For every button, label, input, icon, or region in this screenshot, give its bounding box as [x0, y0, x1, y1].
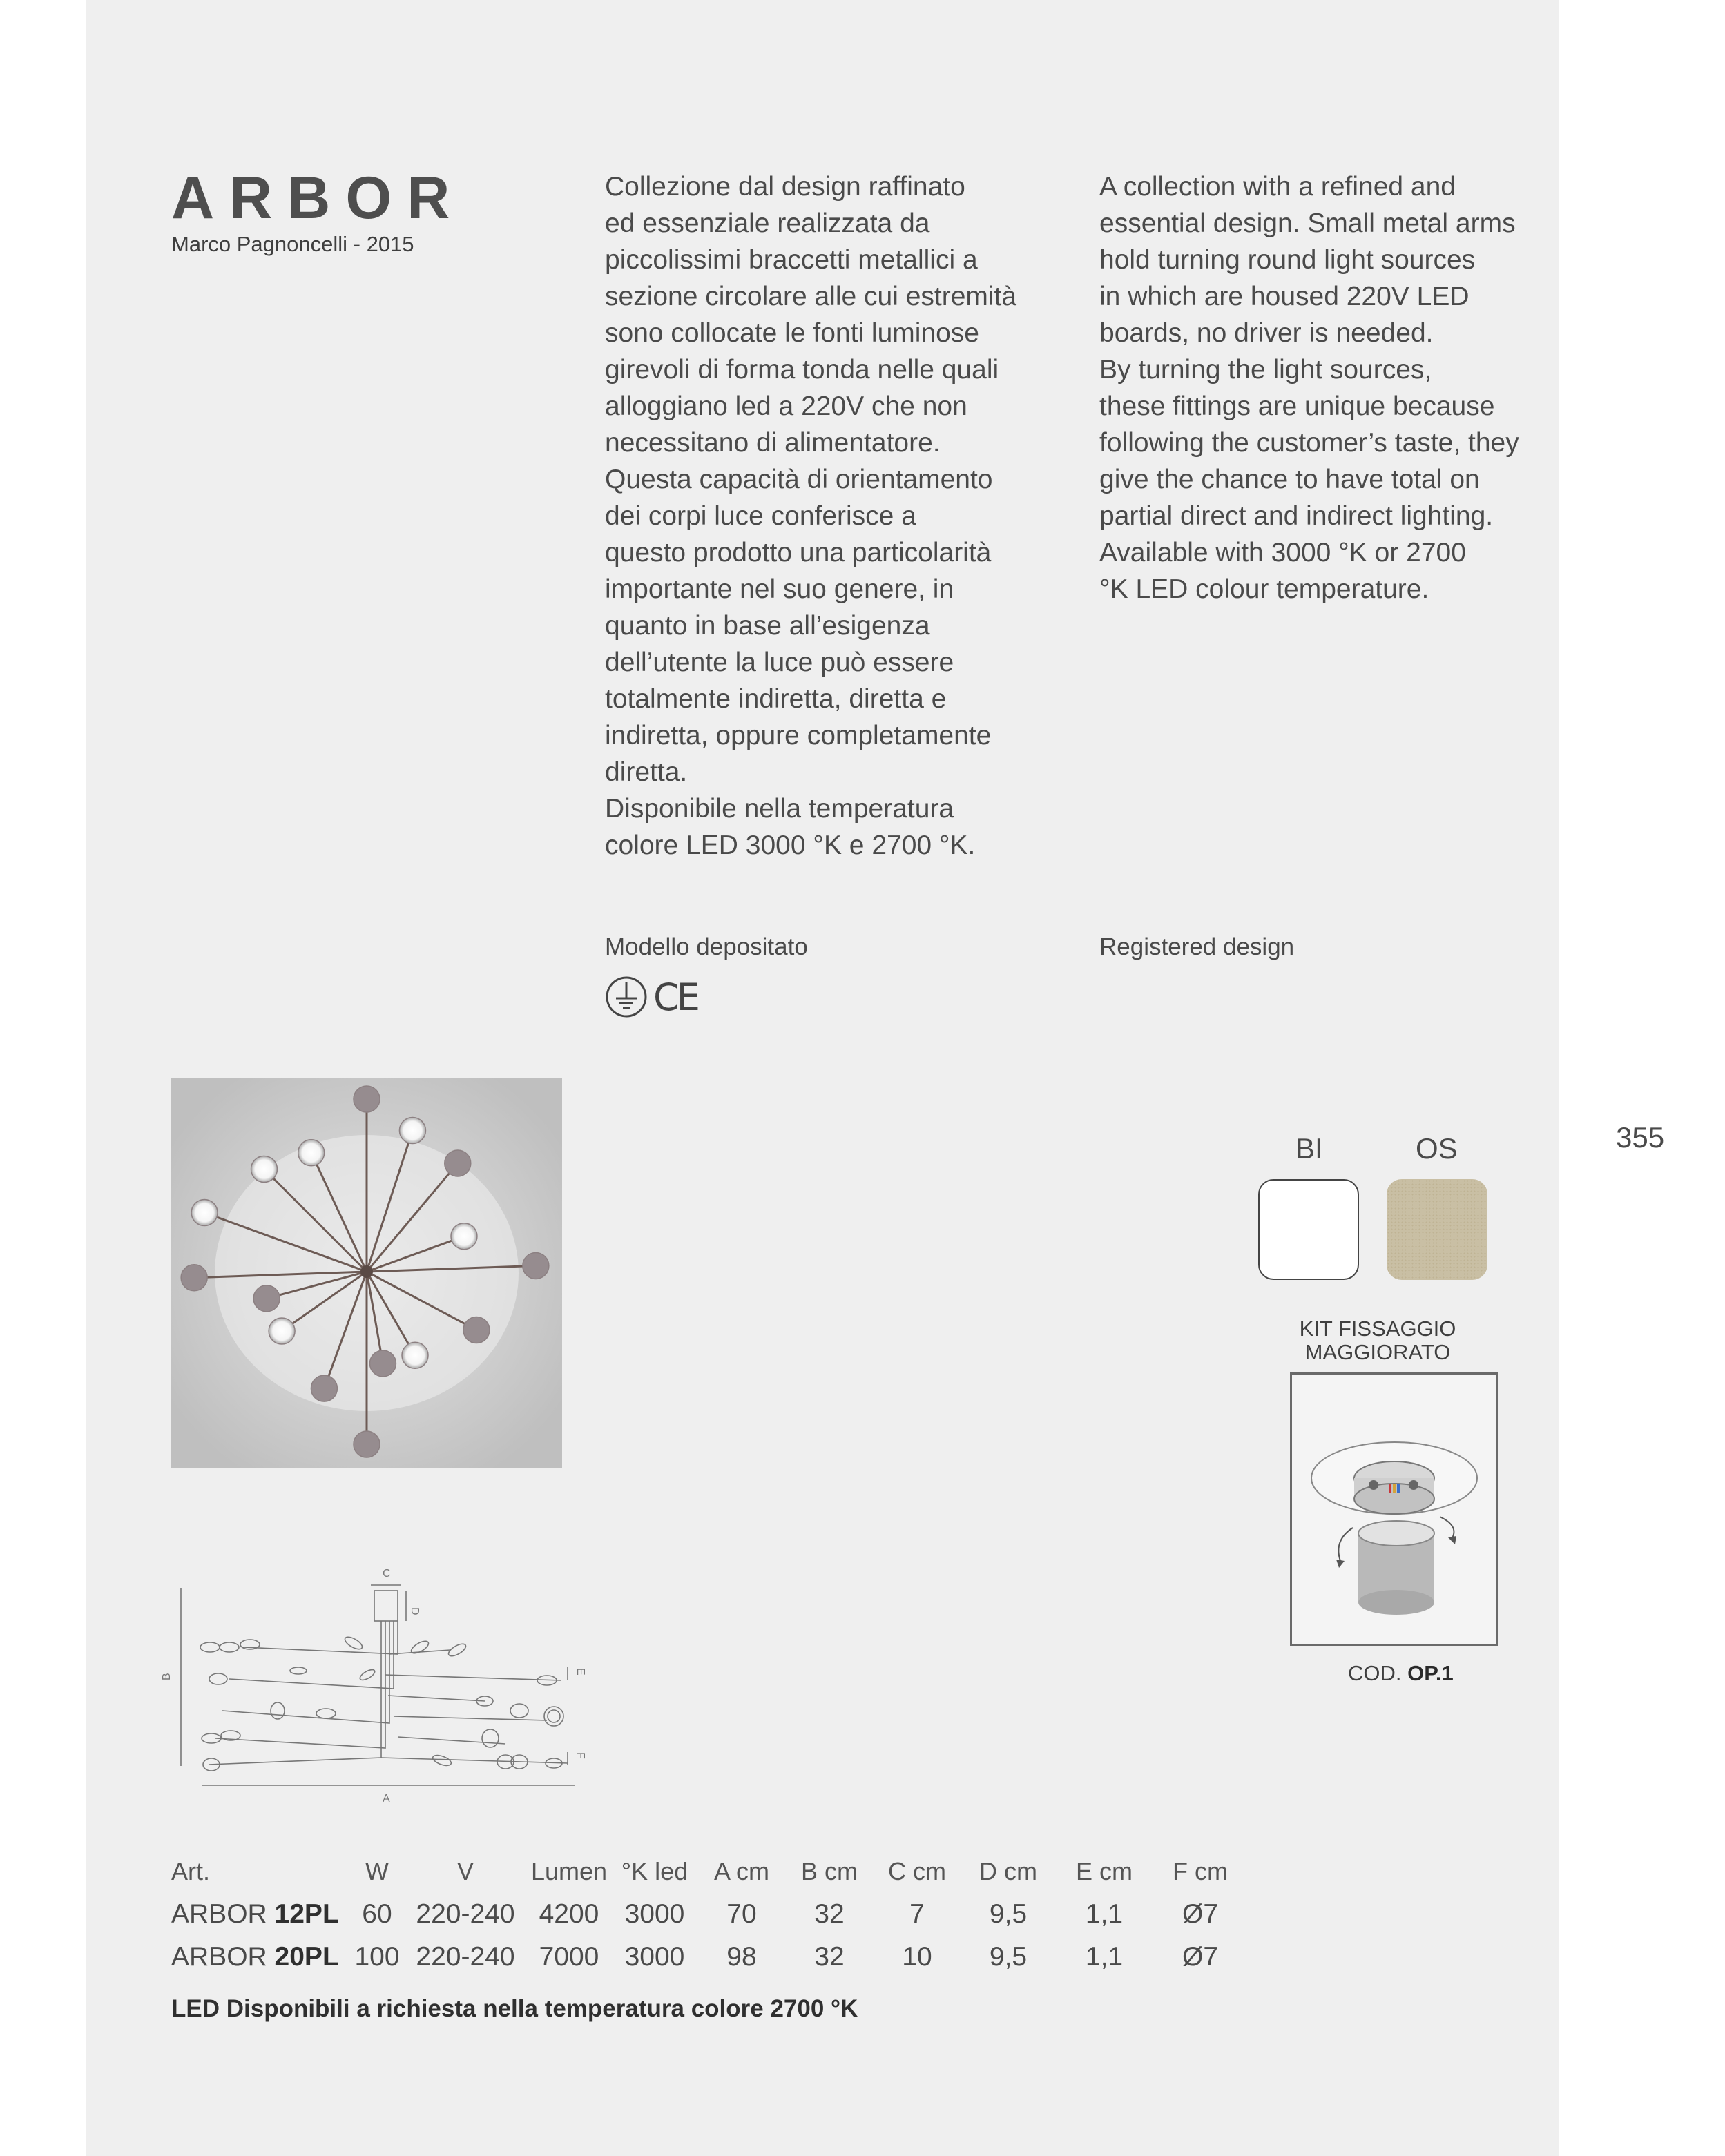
registered-design-label-it: Modello depositato	[605, 933, 808, 960]
lamp-head	[191, 1199, 218, 1225]
cell-art	[171, 1936, 349, 1979]
description-line: ed essenziale realizzata da	[605, 208, 930, 238]
description-line: girevoli di forma tonda nelle quali	[605, 355, 999, 385]
col-header-w: W	[365, 1857, 389, 1885]
kit-code	[1348, 1661, 1454, 1686]
lamp-head	[354, 1431, 380, 1457]
description-line: alloggiano led a 220V che non	[605, 391, 967, 421]
col-header-art: Art.	[171, 1857, 211, 1885]
kit-code-prefix: COD.	[1348, 1661, 1402, 1685]
col-header-b: B cm	[800, 1857, 858, 1885]
col-header-a: A cm	[713, 1857, 769, 1885]
finish-label-os: OS	[1416, 1132, 1458, 1165]
mounting-kit-illustration	[1292, 1375, 1496, 1644]
description-line: Questa capacità di orientamento	[605, 465, 993, 494]
art-prefix: ARBOR	[171, 1942, 267, 1972]
art-prefix: ARBOR	[171, 1899, 267, 1929]
table-cell: 32	[814, 1899, 845, 1929]
table-cell: 1,1	[1085, 1942, 1124, 1972]
description-line: boards, no driver is needed.	[1099, 318, 1434, 348]
kit-image	[1290, 1372, 1498, 1646]
lamp-head	[354, 1086, 380, 1112]
availability-note: LED Disponibili a richiesta nella temperatura colore 2700 °K	[171, 1995, 858, 2022]
lamp-head	[369, 1350, 396, 1377]
lamp-head	[298, 1140, 325, 1166]
table-cell: 7000	[539, 1942, 599, 1972]
ground-symbol-icon	[605, 975, 648, 1018]
ce-mark-icon: CE	[653, 975, 697, 1019]
dim-label-e: E	[575, 1668, 586, 1676]
finish-swatch-gold	[1387, 1179, 1487, 1280]
designer-line: Marco Pagnoncelli - 2015	[171, 232, 414, 256]
kit-title	[1291, 1317, 1464, 1364]
col-header-e: E cm	[1075, 1857, 1133, 1885]
product-title: ARBOR	[171, 165, 465, 231]
lamp-head	[445, 1150, 471, 1176]
table-cell: 70	[726, 1899, 757, 1929]
lamp-head	[251, 1156, 278, 1183]
table-cell: 4200	[539, 1899, 599, 1929]
dim-label-a: A	[383, 1793, 390, 1805]
dim-label-f: F	[575, 1752, 586, 1759]
finish-label-bi: BI	[1295, 1132, 1323, 1165]
table-row	[171, 1893, 1247, 1936]
table-row	[171, 1936, 1247, 1979]
table-cell: 220-240	[416, 1942, 515, 1972]
table-header-row	[171, 1850, 1247, 1893]
table-cell: 1,1	[1085, 1899, 1124, 1929]
lamp-head	[463, 1317, 490, 1343]
lamp-head	[269, 1318, 295, 1344]
registered-design-label-en: Registered design	[1099, 933, 1295, 960]
table-cell: 220-240	[416, 1899, 515, 1929]
lamp-head	[399, 1118, 425, 1144]
description-line: A collection with a refined and	[1099, 172, 1456, 202]
description-line: diretta.	[605, 757, 688, 787]
description-line: necessitano di alimentatore.	[605, 428, 941, 458]
kit-title-line2: MAGGIORATO	[1304, 1340, 1451, 1364]
art-code: 12PL	[274, 1899, 339, 1929]
lamp-head	[402, 1342, 428, 1368]
description-line: colore LED 3000 °K e 2700 °K.	[605, 831, 976, 860]
description-line: totalmente indiretta, diretta e	[605, 684, 947, 714]
art-code: 20PL	[274, 1942, 339, 1972]
lamp-head	[311, 1375, 337, 1401]
description-line: Collezione dal design raffinato	[605, 172, 965, 202]
lamp-head	[181, 1265, 207, 1291]
table-cell: 10	[902, 1942, 932, 1972]
dim-label-b: B	[161, 1673, 173, 1680]
table-cell: Ø7	[1182, 1942, 1219, 1972]
description-line: quanto in base all’esigenza	[605, 611, 930, 641]
table-cell: 7	[909, 1899, 925, 1929]
table-cell: 9,5	[989, 1942, 1028, 1972]
specification-table	[171, 1850, 1247, 1979]
description-line: By turning the light sources,	[1099, 355, 1432, 385]
page-number: 355	[1616, 1121, 1665, 1154]
table-cell: 98	[726, 1942, 757, 1972]
description-line: sono collocate le fonti luminose	[605, 318, 979, 348]
certification-marks	[605, 976, 697, 1018]
table-cell: 100	[354, 1942, 400, 1972]
description-line: dell’utente la luce può essere	[605, 648, 954, 677]
description-line: dei corpi luce conferisce a	[605, 501, 916, 531]
kit-code-value: OP.1	[1407, 1661, 1454, 1685]
lamp-head	[253, 1285, 280, 1312]
lamp-head	[523, 1252, 549, 1279]
product-photo	[171, 1078, 562, 1468]
col-header-v: V	[456, 1857, 474, 1885]
finish-swatch-white	[1258, 1179, 1359, 1280]
col-header-k-led: °K led	[621, 1857, 688, 1885]
table-cell: 9,5	[989, 1899, 1028, 1929]
description-line: in which are housed 220V LED	[1099, 282, 1469, 311]
description-line: questo prodotto una particolarità	[605, 538, 992, 567]
table-cell: 32	[814, 1942, 845, 1972]
description-line: °K LED colour temperature.	[1099, 574, 1429, 604]
description-line: sezione circolare alle cui estremità	[605, 282, 1017, 311]
description-english	[1099, 168, 1541, 608]
description-line: importante nel suo genere, in	[605, 574, 954, 604]
kit-title-line1: KIT FISSAGGIO	[1299, 1317, 1456, 1341]
col-header-d: D cm	[979, 1857, 1037, 1885]
description-line: following the customer’s taste, they	[1099, 428, 1519, 458]
description-line: hold turning round light sources	[1099, 245, 1476, 275]
description-line: these fittings are unique because	[1099, 391, 1495, 421]
cell-art	[171, 1893, 349, 1936]
col-header-f: F cm	[1173, 1857, 1228, 1885]
table-cell: Ø7	[1182, 1899, 1219, 1929]
description-line: give the chance to have total on	[1099, 465, 1480, 494]
description-line: partial direct and indirect lighting.	[1099, 501, 1494, 531]
dim-label-d: D	[409, 1607, 421, 1615]
description-line: Available with 3000 °K or 2700	[1099, 538, 1466, 567]
technical-drawing	[160, 1557, 616, 1820]
dim-label-c: C	[383, 1568, 391, 1580]
description-line: essential design. Small metal arms	[1099, 208, 1516, 238]
description-line: Disponibile nella temperatura	[605, 794, 954, 824]
description-italian	[605, 168, 1033, 864]
table-cell: 60	[362, 1899, 392, 1929]
col-header-lumen: Lumen	[530, 1857, 608, 1885]
table-cell: 3000	[624, 1899, 685, 1929]
description-line: indiretta, oppure completamente	[605, 721, 992, 750]
lamp-head	[451, 1223, 477, 1250]
description-line: piccolissimi braccetti metallici a	[605, 245, 978, 275]
col-header-c: C cm	[888, 1857, 946, 1885]
table-cell: 3000	[624, 1942, 685, 1972]
